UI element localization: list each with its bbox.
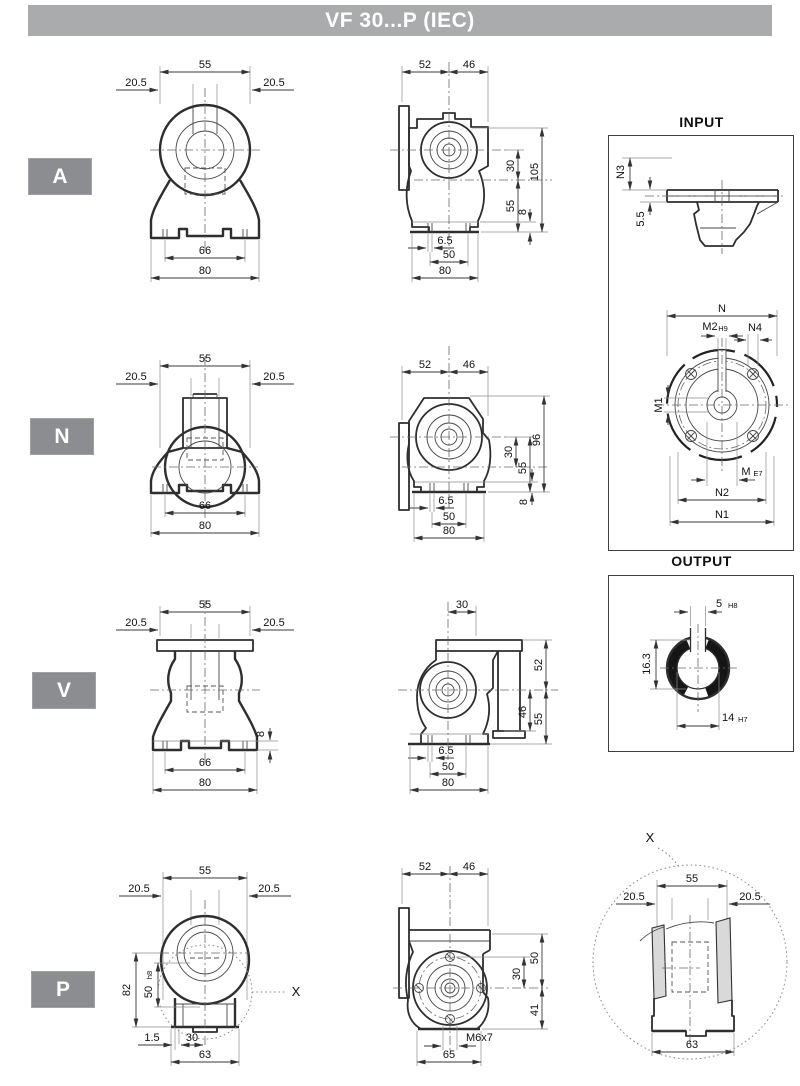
dim-detail-x-left: 20.5	[623, 891, 645, 903]
dim-n-side-base: 80	[442, 525, 456, 537]
dim-v-side-upper: 52	[533, 658, 545, 672]
dim-p-front-height: 82	[121, 983, 133, 997]
dim-input-m1: M1	[653, 397, 665, 413]
dim-n-front-width: 55	[198, 353, 212, 365]
dim-input-m: M	[741, 466, 751, 478]
dim-input-n4: N4	[747, 322, 763, 334]
dim-v-front-right: 20.5	[263, 617, 285, 629]
dim-p-front-right: 20.5	[258, 883, 280, 895]
drawing-v-front	[116, 599, 294, 794]
dim-p-front-pilot: 50	[143, 985, 155, 999]
drawing-p-front	[119, 865, 301, 1066]
version-badge-v	[32, 672, 96, 709]
dim-a-side-base: 80	[438, 265, 452, 277]
dim-a-front-base: 80	[198, 265, 212, 277]
detail-x-view	[593, 830, 787, 1059]
drawing-v-side	[398, 599, 558, 794]
dim-v-side-lower: 55	[533, 712, 545, 726]
dim-p-front-left: 20.5	[128, 883, 150, 895]
dim-n-side-front-depth: 52	[418, 359, 432, 371]
dim-input-n: N	[718, 303, 726, 315]
dim-v-front-base: 80	[198, 777, 212, 789]
detail-x-callout: X	[291, 984, 301, 999]
output-panel	[608, 575, 794, 752]
dim-detail-x-right: 20.5	[739, 891, 761, 903]
detail-x-label: X	[645, 830, 655, 845]
dim-p-side-centre-distance: 30	[511, 967, 523, 981]
version-badge-n	[30, 418, 94, 455]
dim-a-side-height: 105	[529, 162, 541, 182]
dim-v-side-mid: 46	[517, 705, 529, 719]
dim-p-side-rear-depth: 46	[462, 861, 476, 873]
dim-p-side-front-depth: 52	[418, 861, 432, 873]
version-badge-a	[28, 158, 92, 195]
dim-v-front-bolt-span: 66	[198, 757, 212, 769]
dim-n-side-axis-height: 55	[517, 461, 529, 475]
version-badge-p	[31, 971, 95, 1008]
drawing-n-front	[116, 353, 294, 537]
dim-n-side-bolt-span: 50	[442, 511, 456, 523]
dim-p-side-thread: M6x7	[466, 1032, 493, 1044]
dim-a-side-slot: 6.5	[437, 235, 453, 247]
page-title: VF 30...P (IEC)	[325, 8, 475, 32]
dim-p-front-half-span: 30	[185, 1032, 199, 1044]
output-section-title: OUTPUT	[671, 553, 732, 569]
dim-v-side-base: 80	[441, 777, 455, 789]
dim-p-side-lower: 41	[529, 1003, 541, 1017]
dim-a-front-width: 55	[198, 59, 212, 71]
dim-p-front-base: 63	[198, 1049, 212, 1061]
dim-input-m2-tol: H9	[718, 324, 728, 333]
input-section-title: INPUT	[679, 114, 724, 130]
dim-v-front-foot: 8	[255, 730, 267, 738]
dim-input-n1: N1	[714, 509, 730, 521]
version-badge-v-label: V	[56, 678, 71, 702]
dim-input-n3: N3	[615, 164, 627, 180]
drawing-a-side	[390, 59, 552, 282]
dim-p-side-span: 65	[442, 1049, 456, 1061]
dim-n-front-left: 20.5	[125, 371, 147, 383]
dim-a-side-foot: 8	[517, 208, 529, 216]
version-badge-p-label: P	[55, 977, 70, 1001]
dim-a-side-front-depth: 52	[418, 59, 432, 71]
dim-v-side-top: 30	[455, 599, 469, 611]
dim-a-side-bolt-span: 50	[442, 249, 456, 261]
dim-input-m-tol: E7	[753, 469, 763, 478]
dim-n-side-slot: 6.5	[438, 495, 454, 507]
dim-detail-x-base: 63	[685, 1039, 699, 1051]
dim-input-n2: N2	[714, 487, 730, 499]
dim-input-m2: M2	[702, 321, 718, 333]
dim-v-side-slot: 6.5	[438, 745, 454, 757]
dim-v-front-width: 55	[198, 599, 212, 611]
dim-input-thickness: 5.5	[635, 211, 647, 227]
dim-a-side-rear-depth: 46	[462, 59, 476, 71]
dim-v-front-left: 20.5	[125, 617, 147, 629]
title-banner	[28, 5, 772, 36]
dim-output-key-depth: 16.3	[641, 653, 653, 675]
dim-n-side-foot: 8	[518, 498, 530, 506]
drawing-n-side	[390, 346, 550, 542]
dim-output-bore: 14	[722, 712, 735, 724]
dim-p-front-width: 55	[198, 865, 212, 877]
dim-a-side-axis-height: 55	[505, 199, 517, 213]
dim-output-key-tol: H8	[728, 601, 738, 610]
dim-v-side-bolt-span: 50	[441, 761, 455, 773]
dim-a-front-bolt-span: 66	[198, 245, 212, 257]
dim-a-side-centre-distance: 30	[505, 159, 517, 173]
dim-p-side-upper: 50	[529, 951, 541, 965]
dim-n-front-bolt-span: 66	[198, 500, 212, 512]
dim-n-side-centre-distance: 30	[503, 445, 515, 459]
version-badge-a-label: A	[52, 164, 68, 188]
drawing-p-side	[393, 861, 548, 1066]
drawing-a-front	[116, 59, 294, 282]
version-badge-n-label: N	[54, 424, 70, 448]
dim-output-key-width: 5	[716, 598, 723, 610]
dim-p-front-edge: 1.5	[144, 1032, 160, 1044]
dim-a-front-right: 20.5	[263, 77, 285, 89]
dim-n-front-right: 20.5	[263, 371, 285, 383]
input-panel	[608, 135, 794, 551]
dim-detail-x-width: 55	[685, 873, 699, 885]
dim-n-side-rear-depth: 46	[462, 359, 476, 371]
dim-a-front-left: 20.5	[125, 77, 147, 89]
dim-p-front-pilot-tol: h8	[145, 970, 154, 980]
dim-n-front-base: 80	[198, 520, 212, 532]
dim-n-side-height: 96	[531, 433, 543, 447]
dim-output-bore-tol: H7	[738, 715, 748, 724]
